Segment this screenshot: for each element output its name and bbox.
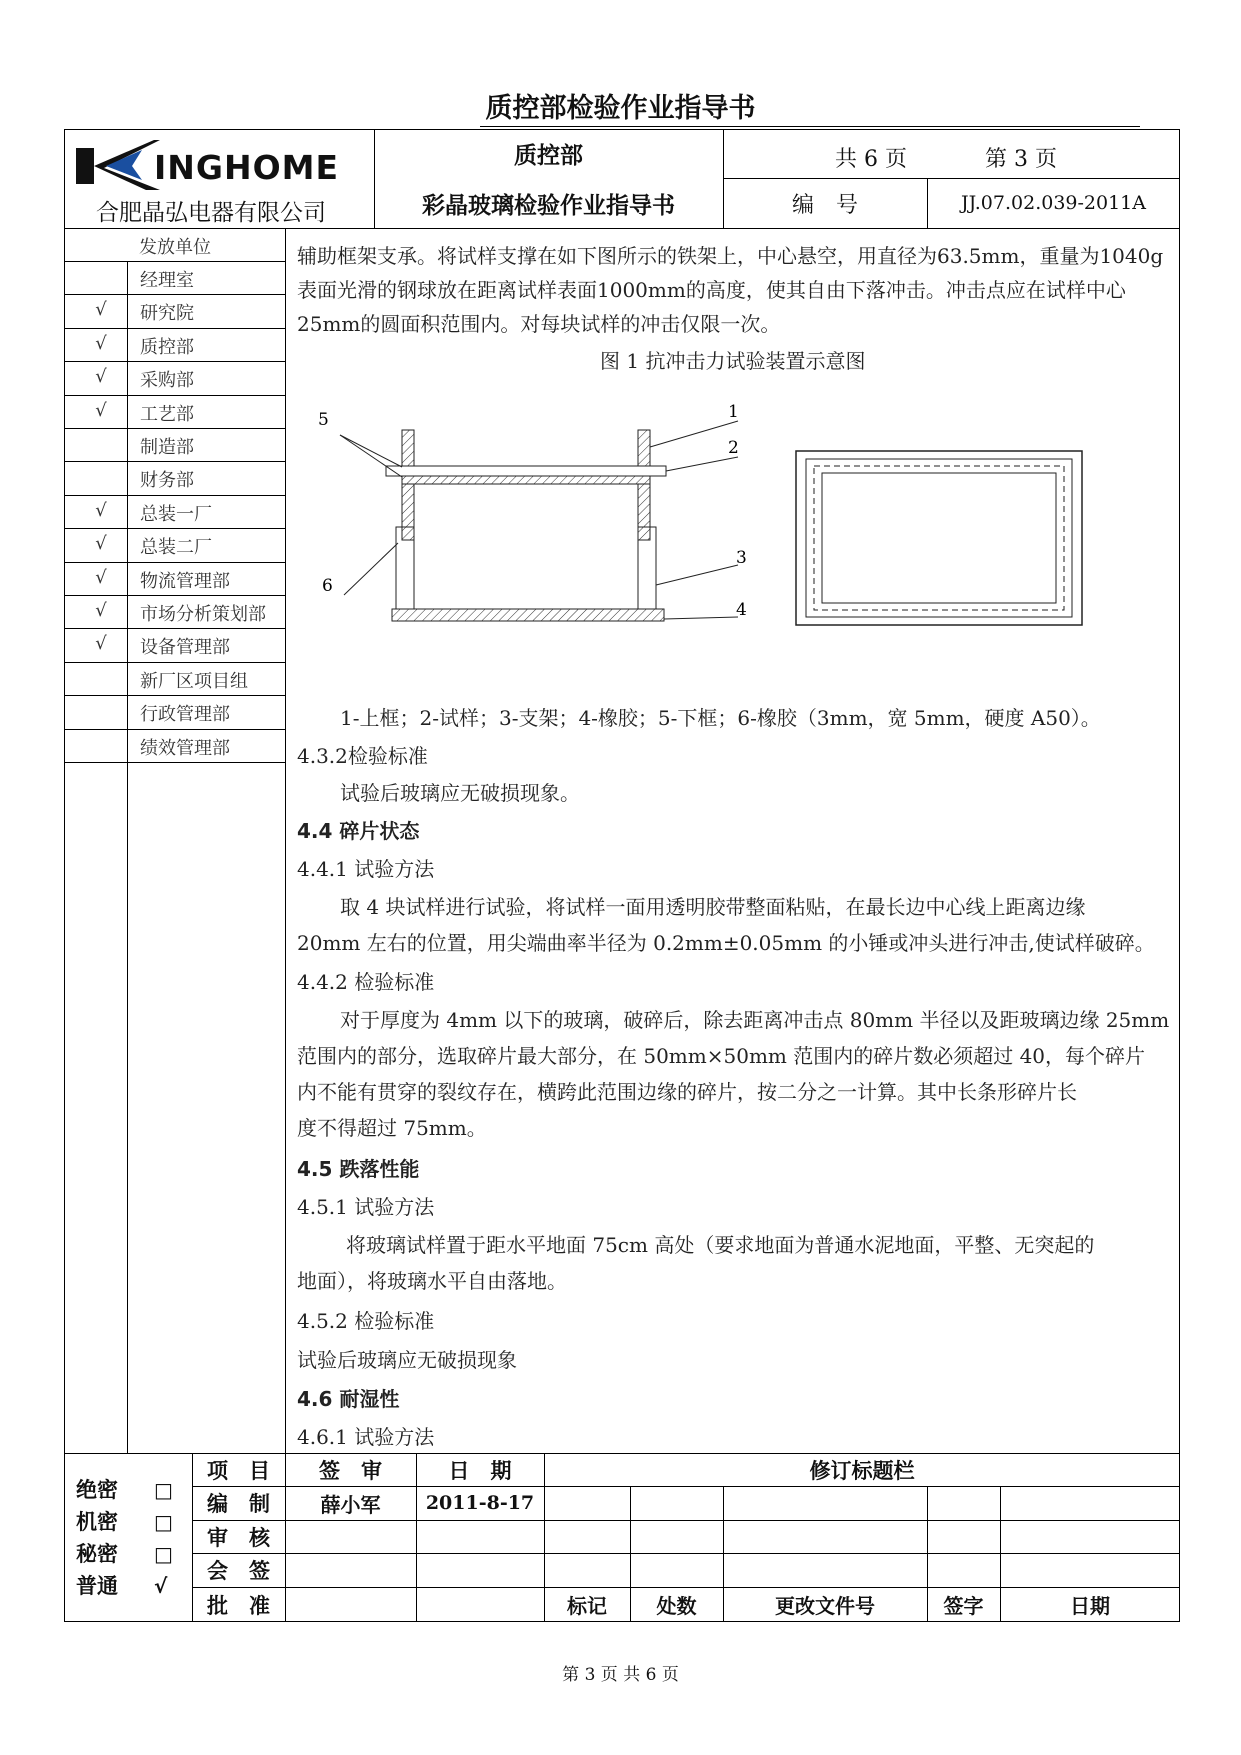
instruction-name: 彩晶玻璃检验作业指导书 — [422, 192, 675, 219]
distribution-rule — [65, 461, 285, 462]
distribution-row — [65, 595, 285, 628]
distribution-rule — [65, 294, 285, 295]
distribution-unit: 新厂区项目组 — [140, 670, 248, 692]
distribution-check: √ — [95, 332, 107, 354]
section-4-4-2: 4.4.2 检验标准 — [297, 970, 435, 994]
rubber-base — [392, 609, 664, 621]
lower-frame-top — [402, 476, 650, 484]
label-2: 2 — [728, 438, 739, 458]
row-approve: 批 准 — [207, 1593, 270, 1618]
distribution-check: √ — [95, 299, 107, 321]
distribution-check: √ — [95, 399, 107, 421]
distribution-rule — [65, 695, 285, 696]
document-title: 质控部检验作业指导书 — [485, 93, 756, 124]
label-6: 6 — [322, 576, 333, 596]
security-level — [76, 1506, 173, 1536]
distribution-rule — [65, 261, 285, 262]
label-1: 1 — [728, 402, 739, 422]
security-checkbox: √ — [154, 1574, 168, 1598]
footer-rule-3 — [192, 1553, 1180, 1554]
distribution-rule — [65, 595, 285, 596]
header-bottom-rule — [64, 228, 1180, 229]
section-4-5-2: 4.5.2 检验标准 — [297, 1309, 435, 1333]
distribution-heading: 发放单位 — [139, 237, 211, 258]
intro-line-3: 25mm的圆面积范围内。对每块试样的冲击仅限一次。 — [297, 312, 781, 336]
security-label: 绝密 — [76, 1478, 118, 1502]
section-4-4-2-line-1: 对于厚度为 4mm 以下的玻璃，破碎后，除去距离冲击点 80mm 半径以及距玻璃边缘 25mm — [340, 1008, 1170, 1032]
col-sign: 签 审 — [319, 1458, 382, 1483]
title-rule — [480, 126, 1140, 127]
distribution-unit: 工艺部 — [140, 403, 194, 425]
company-name: 合肥晶弘电器有限公司 — [96, 200, 326, 226]
distribution-rule — [65, 328, 285, 329]
distribution-row — [65, 328, 285, 361]
distribution-rule — [65, 395, 285, 396]
distribution-row — [65, 695, 285, 728]
row-compile: 编 制 — [207, 1492, 270, 1516]
distribution-row — [65, 628, 285, 661]
footer-rule-2 — [192, 1520, 1180, 1521]
lower-frame-right — [638, 484, 650, 540]
section-4-5-1: 4.5.1 试验方法 — [297, 1195, 435, 1219]
row-review: 审 核 — [207, 1525, 270, 1550]
section-4-4-2-line-4: 度不得超过 75mm。 — [297, 1116, 487, 1140]
page-footer: 第 3 页 共 6 页 — [562, 1665, 679, 1685]
page-number: 第 3 页 — [985, 147, 1057, 172]
author-date: 2011-8-17 — [425, 1492, 535, 1514]
row-countersign: 会 签 — [207, 1559, 270, 1583]
distribution-rule — [65, 528, 285, 529]
section-4-4-1: 4.4.1 试验方法 — [297, 857, 435, 881]
distribution-unit: 采购部 — [140, 370, 194, 392]
security-checkbox: □ — [154, 1510, 173, 1534]
distribution-unit: 总装二厂 — [140, 537, 212, 559]
figure-caption: 图 1 抗冲击力试验装置示意图 — [600, 349, 866, 373]
lower-frame-left — [402, 484, 414, 540]
top-view-inner — [822, 473, 1056, 603]
distribution-row — [65, 528, 285, 561]
distribution-row — [65, 361, 285, 394]
upper-frame-left — [402, 430, 414, 466]
section-4-5-2-text: 试验后玻璃应无破损现象 — [297, 1348, 517, 1372]
top-view-ring-1 — [806, 459, 1072, 617]
distribution-unit: 绩效管理部 — [140, 737, 230, 759]
rev-col-date: 日期 — [1070, 1594, 1110, 1618]
section-4-3-2-text: 试验后玻璃应无破损现象。 — [340, 781, 580, 805]
col-item: 项 目 — [207, 1458, 270, 1483]
security-level — [76, 1538, 173, 1568]
distribution-row — [65, 562, 285, 595]
code-label: 编 号 — [791, 192, 858, 218]
distribution-rule — [65, 628, 285, 629]
intro-line-1: 辅助框架支承。将试样支撑在如下图所示的铁架上，中心悬空，用直径为63.5mm，重量为1040g — [297, 244, 1164, 268]
distribution-row — [65, 294, 285, 327]
section-4-5-1-line-1: 将玻璃试样置于距水平地面 75cm 高处（要求地面为普通水泥地面，平整、无突起的 — [346, 1233, 1095, 1257]
security-label: 秘密 — [76, 1542, 118, 1566]
distribution-unit: 市场分析策划部 — [140, 604, 266, 625]
col-date: 日 期 — [448, 1458, 512, 1483]
company-logo — [76, 138, 366, 193]
distribution-row — [65, 662, 285, 695]
distribution-check: √ — [95, 633, 107, 655]
distribution-row — [65, 428, 285, 461]
total-pages: 共 6 页 — [835, 147, 907, 172]
section-4-4-1-line-2: 20mm 左右的位置，用尖端曲率半径为 0.2mm±0.05mm 的小锤或冲头进行冲击,使试样破碎。 — [297, 931, 1155, 955]
distribution-end-rule — [65, 762, 285, 763]
security-checkbox: □ — [154, 1478, 173, 1502]
distribution-rule — [65, 428, 285, 429]
distribution-rule — [65, 729, 285, 730]
distribution-unit: 财务部 — [140, 470, 194, 492]
rev-col-doc: 更改文件号 — [775, 1594, 875, 1618]
distribution-check: √ — [95, 600, 107, 621]
revision-title: 修订标题栏 — [809, 1458, 915, 1483]
distribution-check: √ — [95, 499, 107, 521]
distribution-rule — [65, 562, 285, 563]
distribution-row — [65, 395, 285, 428]
distribution-rule — [65, 662, 285, 663]
section-4-5: 4.5 跌落性能 — [297, 1157, 420, 1181]
distribution-row — [65, 461, 285, 494]
label-5: 5 — [318, 410, 329, 430]
distribution-unit: 经理室 — [140, 270, 194, 291]
section-4-6: 4.6 耐湿性 — [297, 1387, 400, 1411]
security-checkbox: □ — [154, 1542, 173, 1566]
distribution-unit: 总装一厂 — [140, 503, 212, 525]
figure-legend: 1-上框；2-试样；3-支架；4-橡胶；5-下框；6-橡胶（3mm，宽 5mm，硬度 A50）。 — [340, 706, 1101, 730]
author-name: 薛小军 — [320, 1492, 381, 1517]
section-4-4: 4.4 碎片状态 — [297, 819, 420, 843]
section-4-3-2: 4.3.2检验标准 — [297, 744, 428, 768]
specimen — [386, 466, 666, 476]
distribution-row — [65, 495, 285, 528]
logo-wordmark: INGHOME — [154, 148, 340, 187]
section-4-4-1-line-1: 取 4 块试样进行试验，将试样一面用透明胶带整面粘贴，在最长边中心线上距离边缘 — [340, 895, 1086, 919]
security-level — [76, 1474, 173, 1504]
distribution-rule — [65, 361, 285, 362]
section-4-6-1: 4.6.1 试验方法 — [297, 1425, 435, 1449]
distribution-rule — [65, 495, 285, 496]
section-4-5-1-line-2: 地面），将玻璃水平自由落地。 — [297, 1269, 567, 1293]
department-name: 质控部 — [514, 143, 583, 169]
rev-col-count: 处数 — [656, 1594, 697, 1618]
distribution-unit: 质控部 — [140, 336, 194, 358]
rev-col-sign: 签字 — [943, 1594, 984, 1618]
security-level — [76, 1570, 168, 1600]
upper-frame-right — [638, 430, 650, 466]
label-3: 3 — [736, 548, 747, 568]
distribution-check: √ — [95, 566, 107, 588]
document-code: JJ.07.02.039-2011A — [961, 192, 1146, 214]
security-label: 普通 — [76, 1574, 118, 1598]
distribution-check: √ — [95, 366, 107, 388]
top-view-ring-2 — [814, 466, 1064, 610]
distribution-unit: 研究院 — [140, 303, 194, 325]
impact-test-diagram — [300, 395, 1100, 645]
label-4: 4 — [736, 600, 747, 620]
distribution-unit: 行政管理部 — [140, 704, 230, 726]
distribution-unit: 制造部 — [140, 437, 194, 458]
section-4-4-2-line-3: 内不能有贯穿的裂纹存在，横跨此范围边缘的碎片，按二分之一计算。其中长条形碎片长 — [297, 1080, 1077, 1104]
section-4-4-2-line-2: 范围内的部分，选取碎片最大部分，在 50mm×50mm 范围内的碎片数必须超过 40，每个碎片 — [297, 1044, 1146, 1068]
distribution-unit: 设备管理部 — [140, 637, 230, 659]
distribution-unit: 物流管理部 — [140, 570, 230, 592]
distribution-row — [65, 729, 285, 762]
distribution-divider — [285, 228, 286, 1453]
distribution-check: √ — [95, 533, 107, 555]
security-label: 机密 — [76, 1510, 118, 1534]
rev-col-mark: 标记 — [567, 1594, 607, 1618]
top-view-outer — [796, 451, 1082, 625]
intro-line-2: 表面光滑的钢球放在距离试样表面1000mm的高度，使其自由下落冲击。冲击点应在试样中心 — [297, 278, 1126, 302]
distribution-row — [65, 261, 285, 294]
